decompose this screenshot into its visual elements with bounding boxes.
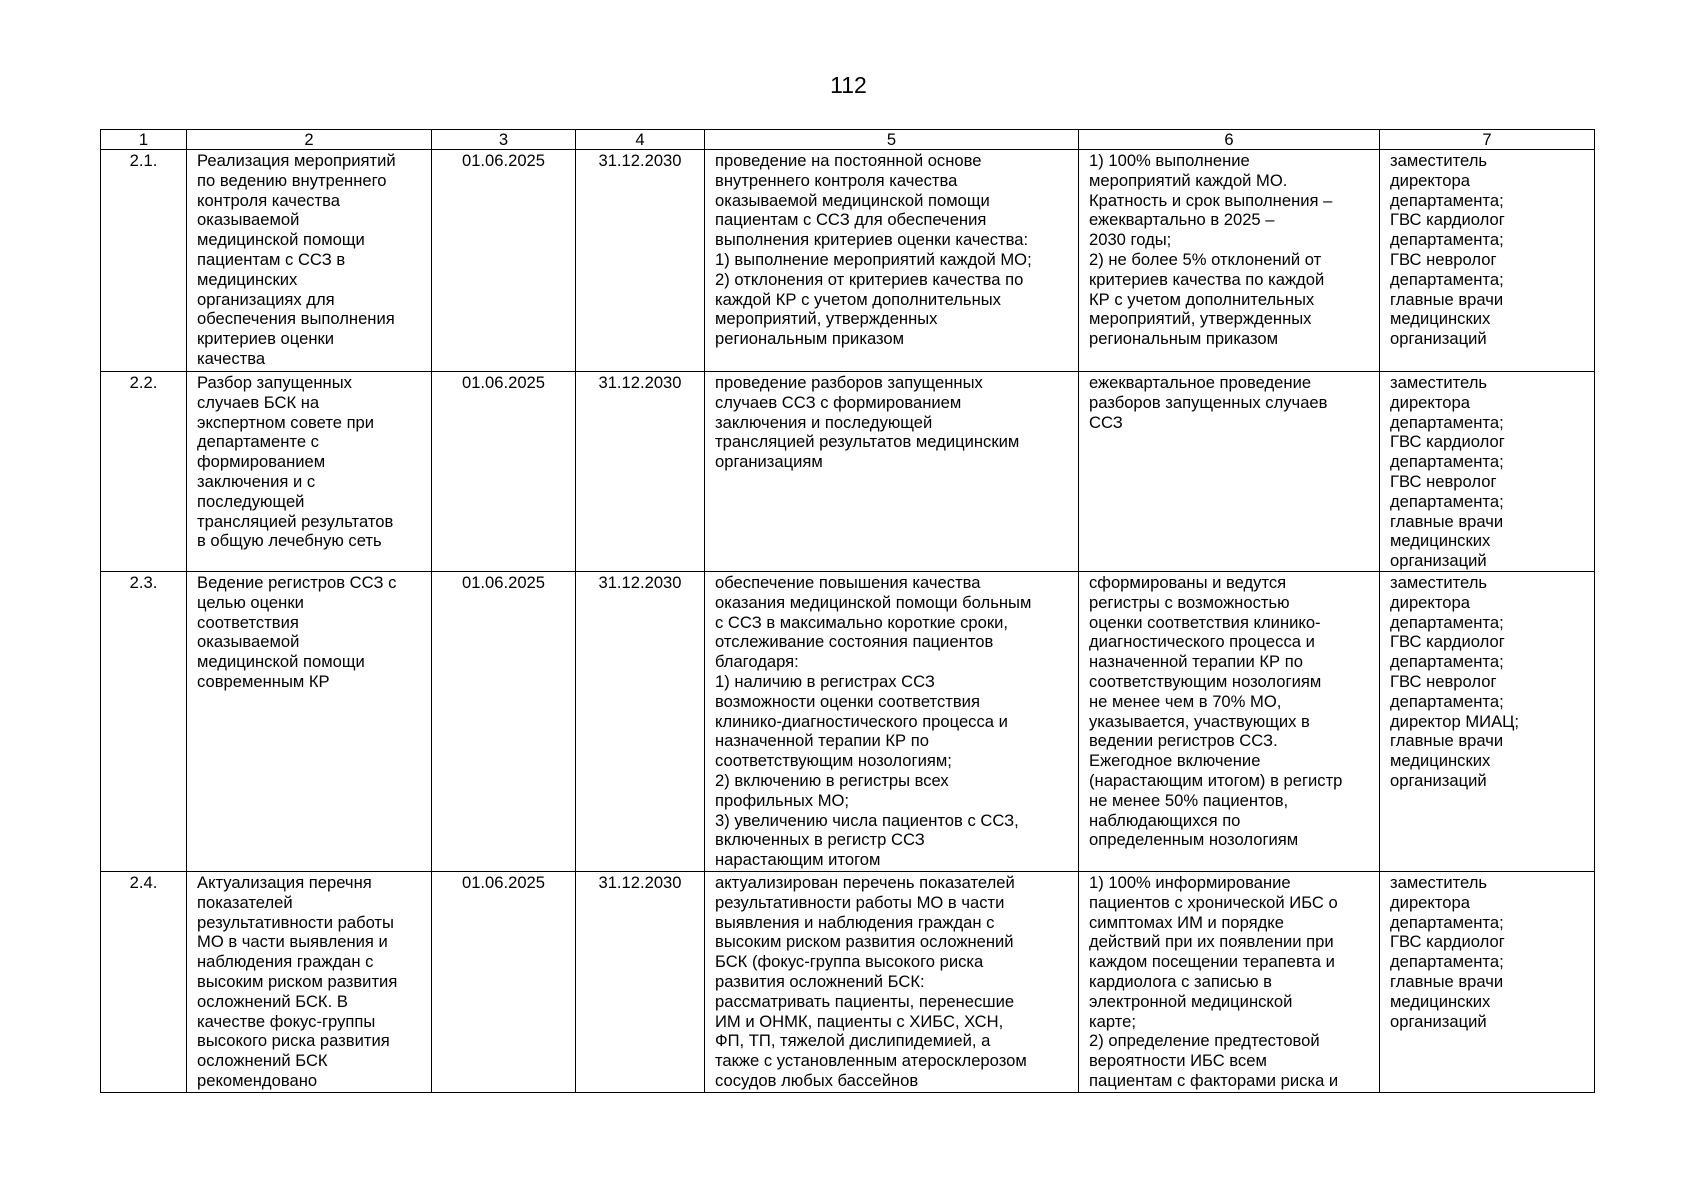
measure-cell	[187, 150, 432, 372]
responsible-text: заместитель директора департамента; ГВС кардиолог департамента; ГВС невролог департамента; главные врачи медицинских организаций	[1390, 151, 1505, 349]
responsible-cell	[1380, 572, 1595, 872]
header-cell: 5	[705, 130, 1079, 150]
header-cell: 3	[432, 130, 576, 150]
row-number: 2.2.	[101, 372, 187, 572]
description-text: обеспечение повышения качества оказания медицинской помощи больным с ССЗ в максимально короткие сроки, отслеживание состояния пациентов благодаря: 1) наличию в регистрах ССЗ возможности оценки соответствия клинико-диагностического процесса и назначенной терапии КР по соответствующим нозологиям; 2) включению в регистры всех профильных МО; 3) увеличению числа пациентов с ССЗ, включенных в регистр ССЗ нарастающим итогом	[715, 573, 1032, 870]
start-date-cell: 01.06.2025	[432, 572, 576, 872]
responsible-text: заместитель директора департамента; ГВС кардиолог департамента; ГВС невролог департамента; директор МИАЦ; главные врачи медицинских организаций	[1390, 573, 1520, 790]
start-date-cell: 01.06.2025	[432, 872, 576, 1093]
table-row	[101, 150, 1595, 372]
start-date-cell: 01.06.2025	[432, 150, 576, 372]
description-text: проведение разборов запущенных случаев ССЗ с формированием заключения и последующей трансляцией результатов медицинским организациям	[715, 373, 1020, 472]
end-date-cell: 31.12.2030	[576, 872, 705, 1093]
measure-text: Реализация мероприятий по ведению внутреннего контроля качества оказываемой медицинской помощи пациентам с ССЗ в медицинских организациях для обеспечения выполнения критериев оценки качества	[197, 151, 396, 368]
measure-cell	[187, 372, 432, 572]
measure-text: Ведение регистров ССЗ с целью оценки соответствия оказываемой медицинской помощи современным КР	[197, 573, 397, 691]
responsible-text: заместитель директора департамента; ГВС кардиолог департамента; главные врачи медицинских организаций	[1390, 873, 1505, 1031]
end-date-cell: 31.12.2030	[576, 372, 705, 572]
description-cell	[705, 150, 1079, 372]
header-cell: 6	[1079, 130, 1380, 150]
measure-cell	[187, 572, 432, 872]
measure-cell	[187, 872, 432, 1093]
end-date-cell: 31.12.2030	[576, 572, 705, 872]
end-date-cell: 31.12.2030	[576, 150, 705, 372]
header-cell: 1	[101, 130, 187, 150]
row-number: 2.3.	[101, 572, 187, 872]
page-number: 112	[830, 72, 867, 98]
responsible-text: заместитель директора департамента; ГВС кардиолог департамента; ГВС невролог департамента; главные врачи медицинских организаций	[1390, 373, 1505, 571]
result-text: сформированы и ведутся регистры с возможностью оценки соответствия клинико- диагностического процесса и назначенной терапии КР по соответствующим нозологиям не менее чем в 70% МО, указывается, участвующих в ведении регистров ССЗ. Ежегодное включение (нарастающим итогом) в регистр не менее 50% пациентов, наблюдающихся по определенным нозологиям	[1089, 573, 1343, 850]
responsible-cell	[1380, 372, 1595, 572]
table-header-row	[101, 130, 1595, 150]
result-cell	[1079, 372, 1380, 572]
description-cell	[705, 572, 1079, 872]
result-cell	[1079, 572, 1380, 872]
result-text: 1) 100% выполнение мероприятий каждой МО. Кратность и срок выполнения – ежеквартально в 2025 – 2030 годы; 2) не более 5% отклонений от критериев качества по каждой КР с учетом дополнительных мероприятий, утвержденных региональным приказом	[1089, 151, 1333, 349]
row-number: 2.4.	[101, 872, 187, 1093]
result-text: 1) 100% информирование пациентов с хронической ИБС о симптомах ИМ и порядке действий при их появлении при каждом посещении терапевта и кардиолога с записью в электронной медицинской карте; 2) определение предтестовой вероятности ИБС всем пациентам с факторами риска и	[1089, 873, 1339, 1090]
start-date-cell: 01.06.2025	[432, 372, 576, 572]
description-cell	[705, 872, 1079, 1093]
result-cell	[1079, 150, 1380, 372]
table-row	[101, 372, 1595, 572]
row-number: 2.1.	[101, 150, 187, 372]
description-text: проведение на постоянной основе внутреннего контроля качества оказываемой медицинской помощи пациентам с ССЗ для обеспечения выполнения критериев оценки качества: 1) выполнение мероприятий каждой МО; 2) отклонения от критериев качества по каждой КР с учетом дополнительных мероприятий, утвержденных региональным приказом	[715, 151, 1032, 349]
responsible-cell	[1380, 150, 1595, 372]
table-row	[101, 572, 1595, 872]
header-cell: 2	[187, 130, 432, 150]
result-text: ежеквартальное проведение разборов запущенных случаев ССЗ	[1089, 373, 1328, 432]
measure-text: Разбор запущенных случаев БСК на экспертном совете при департаменте с формированием заключения и с последующей трансляцией результатов в общую лечебную сеть	[197, 373, 394, 551]
measures-table	[100, 129, 1595, 1093]
description-text: актуализирован перечень показателей результативности работы МО в части выявления и наблюдения граждан с высоким риском развития осложнений БСК (фокус-группа высокого риска развития осложнений БСК: рассматривать пациенты, перенесшие ИМ и ОНМК, пациенты с ХИБС, ХСН, ФП, ТП, тяжелой дислипидемией, а также с установленным атеросклерозом сосудов любых бассейнов	[715, 873, 1027, 1090]
header-cell: 4	[576, 130, 705, 150]
description-cell	[705, 372, 1079, 572]
result-cell	[1079, 872, 1380, 1093]
table-row	[101, 872, 1595, 1093]
responsible-cell	[1380, 872, 1595, 1093]
header-cell: 7	[1380, 130, 1595, 150]
measure-text: Актуализация перечня показателей результативности работы МО в части выявления и наблюдения граждан с высоким риском развития осложнений БСК. В качестве фокус-группы высокого риска развития осложнений БСК рекомендовано	[197, 873, 398, 1090]
